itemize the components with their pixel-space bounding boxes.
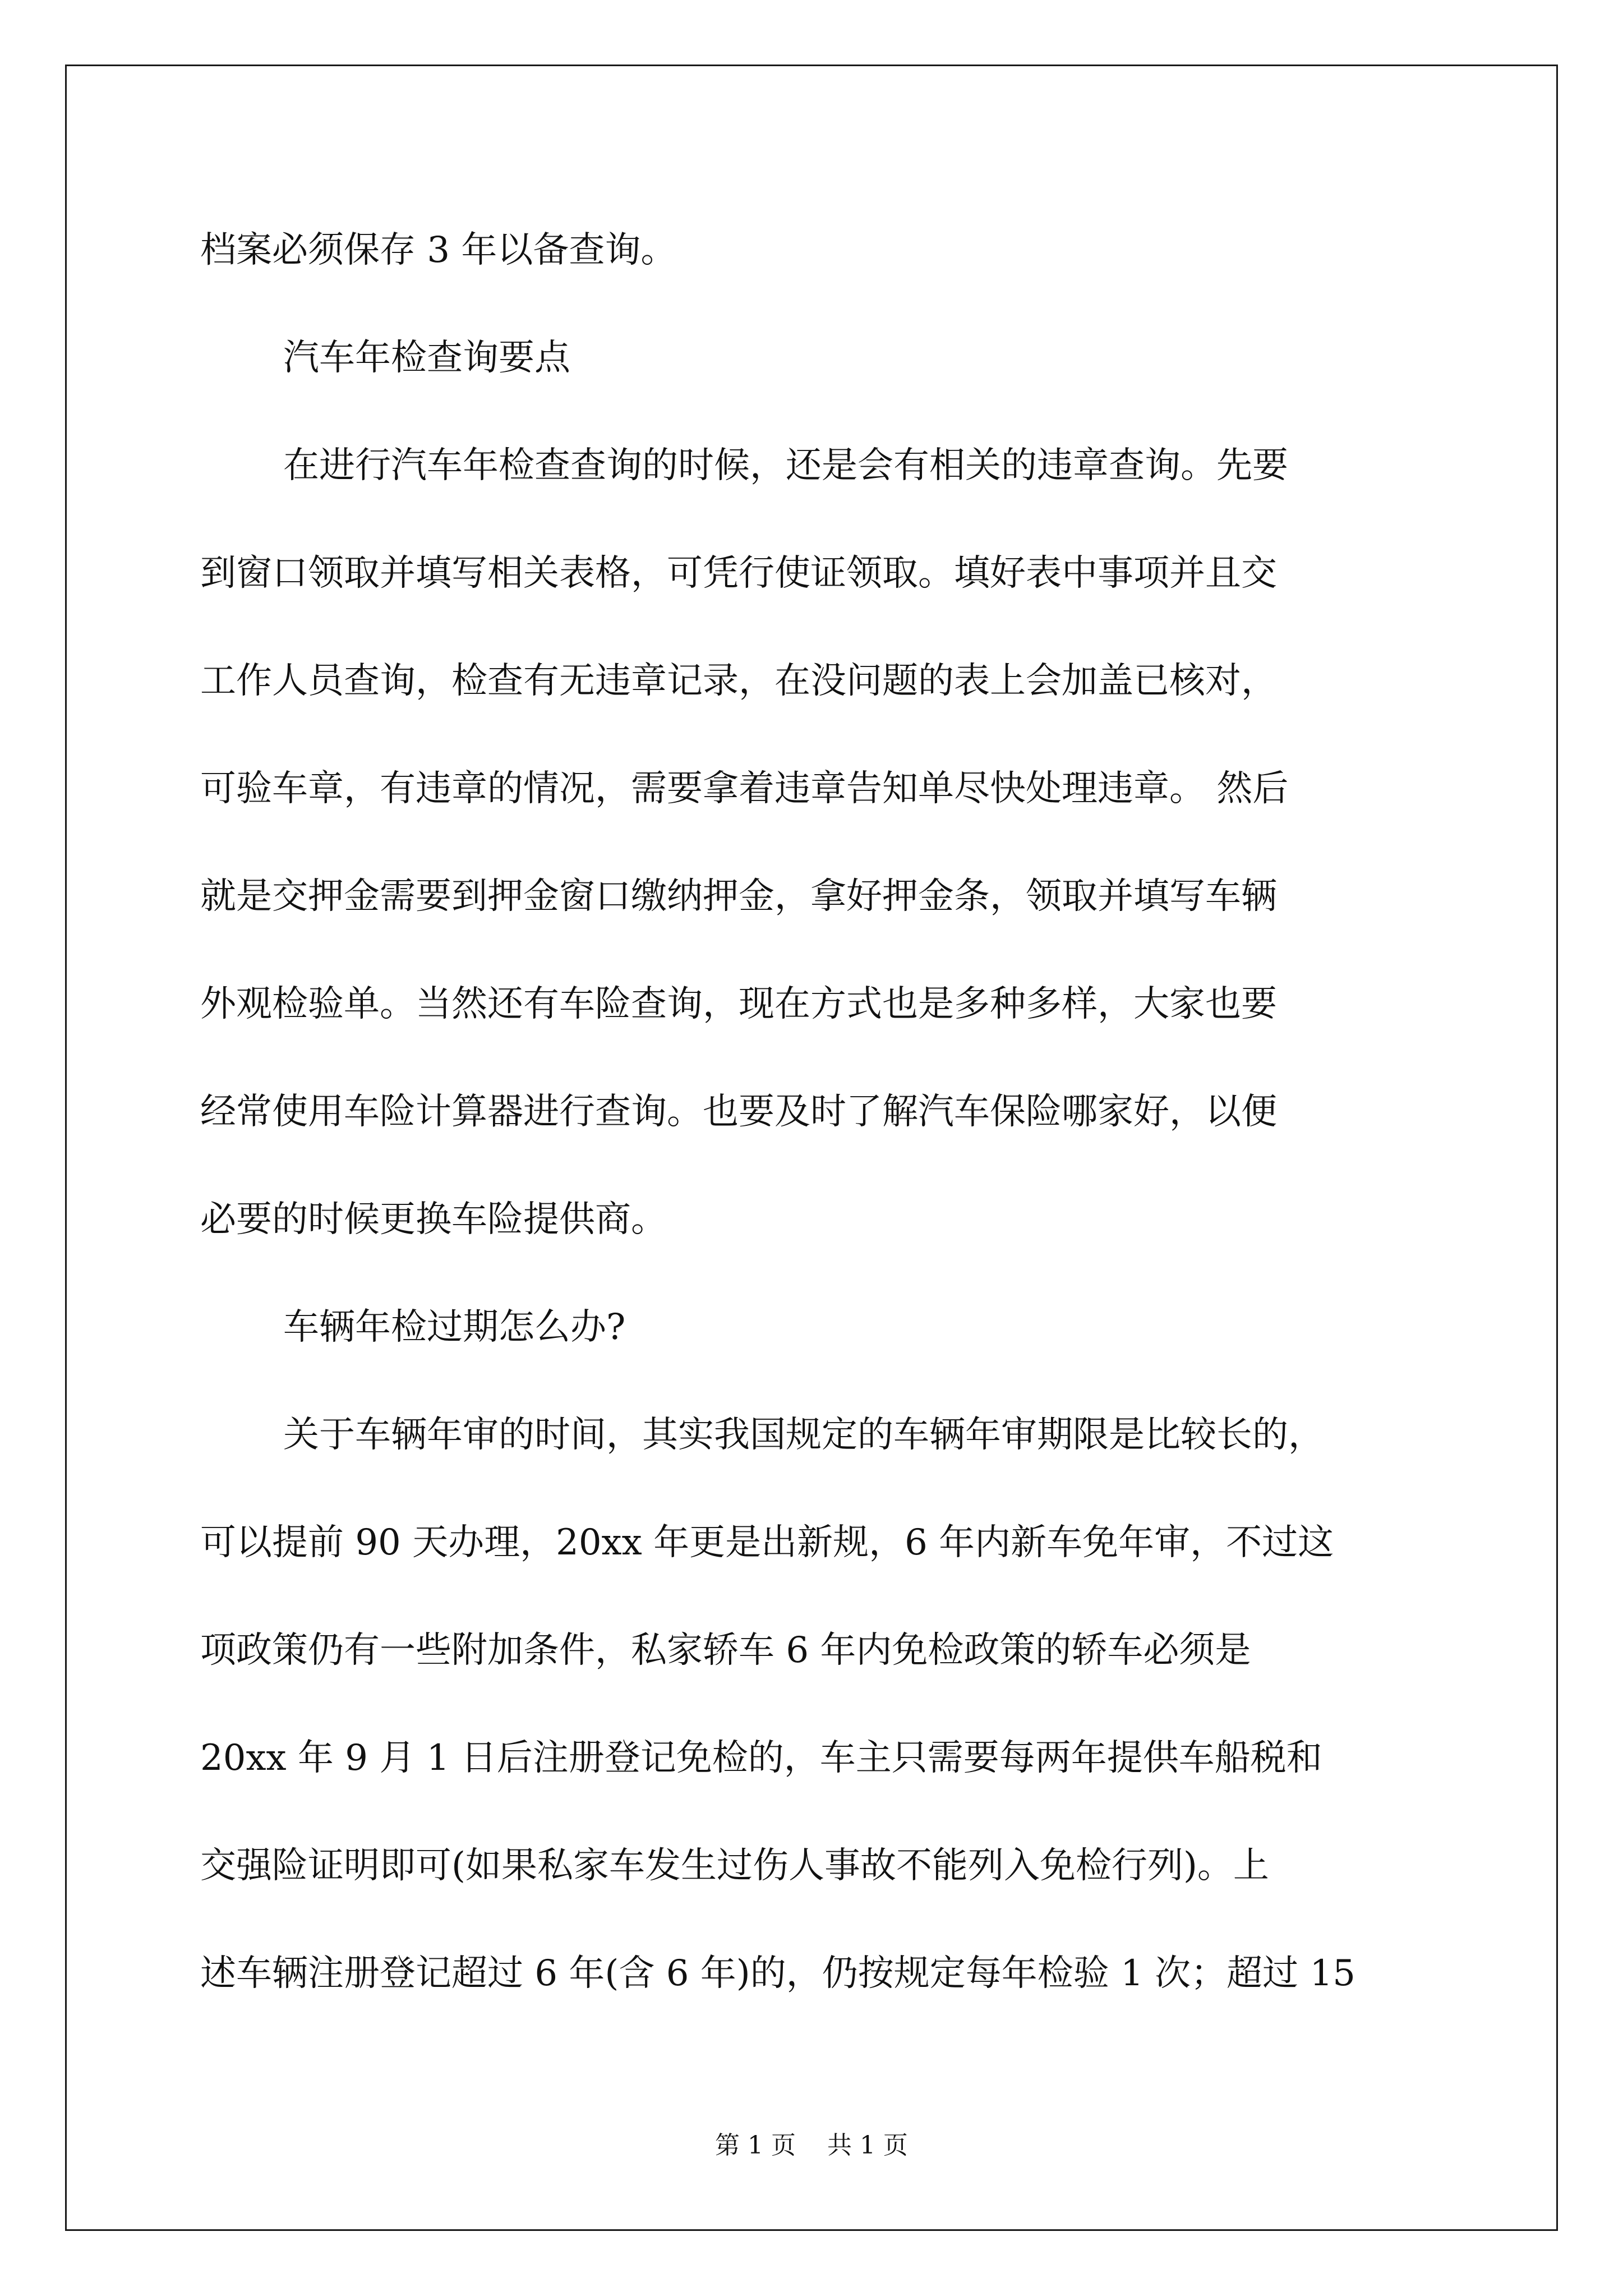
body-line-8: 外观检验单。当然还有车险查询，现在方式也是多种多样，大家也要 (200, 983, 1277, 1025)
body-line-6: 可验车章，有违章的情况，需要拿着违章告知单尽快处理违章。 然后 (200, 768, 1289, 809)
heading-expired-inspection: 车辆年检过期怎么办? (283, 1306, 626, 1348)
body-line-3: 在进行汽车年检查查询的时候，还是会有相关的违章查询。先要 (283, 445, 1288, 486)
body-line-12: 关于车辆年审的时间，其实我国规定的车辆年审期限是比较长的， (283, 1414, 1324, 1456)
body-line-16: 交强险证明即可(如果私家车发生过伤人事故不能列入免检行列)。上 (200, 1845, 1269, 1887)
body-line-14: 项政策仍有一些附加条件，私家轿车 6 年内免检政策的轿车必须是 (200, 1630, 1251, 1671)
body-line-5: 工作人员查询，检查有无违章记录，在没问题的表上会加盖已核对， (200, 660, 1277, 702)
body-line-7: 就是交押金需要到押金窗口缴纳押金，拿好押金条，领取并填写车辆 (200, 876, 1277, 917)
page-border (65, 65, 1558, 2231)
body-line-4: 到窗口领取并填写相关表格，可凭行使证领取。填好表中事项并且交 (200, 553, 1277, 594)
body-line-15: 20xx 年 9 月 1 日后注册登记免检的，车主只需要每两年提供车船税和 (200, 1737, 1322, 1779)
body-line-1: 档案必须保存 3 年以备查询。 (200, 229, 677, 271)
body-line-9: 经常使用车险计算器进行查询。也要及时了解汽车保险哪家好，以便 (200, 1091, 1277, 1133)
body-line-13: 可以提前 90 天办理，20xx 年更是出新规，6 年内新车免年审，不过这 (200, 1522, 1334, 1563)
heading-annual-inspection-query: 汽车年检查询要点 (283, 337, 570, 379)
body-line-17: 述车辆注册登记超过 6 年(含 6 年)的，仍按规定每年检验 1 次；超过 15 (200, 1953, 1355, 1994)
page-footer: 第 1 页 共 1 页 (715, 2131, 908, 2160)
body-line-10: 必要的时候更换车险提供商。 (200, 1199, 667, 1240)
